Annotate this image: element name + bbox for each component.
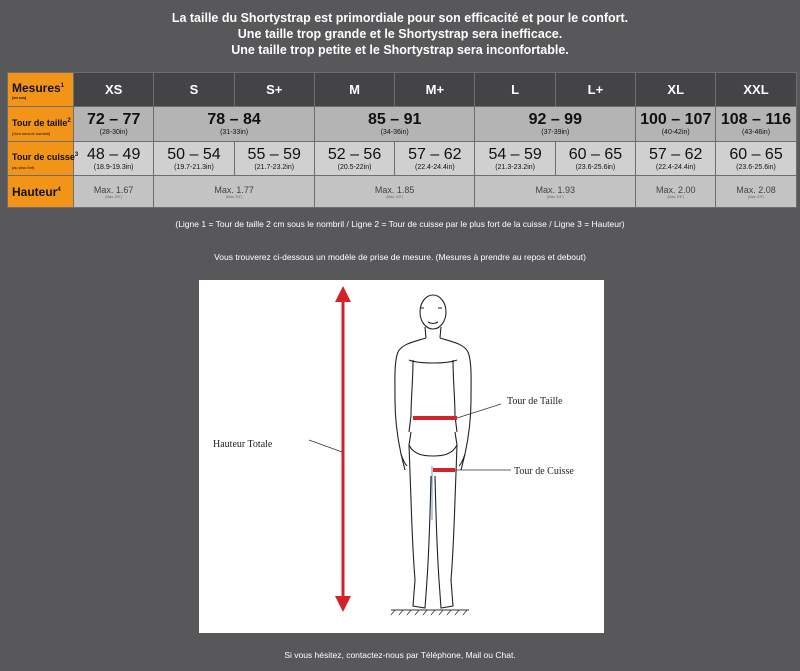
height-cell: Max. 1.67 (Max. 5'6"): [74, 176, 154, 208]
size-header: XL: [636, 73, 716, 107]
height-row: [8, 176, 797, 208]
waist-label: Tour de Taille: [507, 396, 563, 407]
thigh-cell: 55 – 59 (21.7-23.2in): [234, 142, 314, 176]
size-header: M+: [395, 73, 475, 107]
body-outline: [395, 295, 471, 608]
height-arrow: [335, 286, 351, 612]
size-header: L+: [555, 73, 635, 107]
header-label-cell: Mesures$^1$ (en cm): [8, 73, 74, 107]
intro-line-2: Une taille trop grande et le Shortystrap sera inefficace.: [237, 27, 563, 41]
waist-row: [8, 107, 797, 142]
thigh-cell: 48 – 49 (18.9-19.3in): [74, 142, 154, 176]
ground-line: [391, 610, 469, 615]
height-cell: Max. 1.93 (Max. 6'4"): [475, 176, 636, 208]
size-header: M: [314, 73, 394, 107]
size-header-row: [8, 73, 797, 107]
thigh-row: [8, 142, 797, 176]
waist-pointer: [457, 404, 501, 418]
height-cell: Max. 2.08 (Max. 6'9"): [716, 176, 796, 208]
intro-line-3: Une taille trop petite et le Shortystrap sera inconfortable.: [231, 43, 569, 57]
thigh-cell: 57 – 62 (22.4-24.4in): [395, 142, 475, 176]
size-table: [7, 72, 797, 208]
thigh-cell: 52 – 56 (20.5-22in): [314, 142, 394, 176]
model-line: Vous trouverez ci-dessous un modèle de prise de mesure. (Mesures à prendre au repos et debout): [214, 252, 586, 262]
intro-text: [0, 10, 800, 58]
legend-line: (Ligne 1 = Tour de taille 2 cm sous le nombril / Ligne 2 = Tour de cuisse par le plus fort de la cuisse / Ligne 3 = Hauteur): [175, 219, 625, 229]
height-label-cell: Hauteur$^4$: [8, 176, 74, 208]
intro-line-1: La taille du Shortystrap est primordiale pour son efficacité et pour le confort.: [171, 11, 629, 25]
waist-cell: 78 – 84 (31-33in): [154, 107, 315, 142]
height-cell: Max. 1.85 (Max. 6'0"): [314, 176, 475, 208]
measurement-figure: [199, 280, 604, 633]
thigh-cell: 50 – 54 (19.7-21.3in): [154, 142, 234, 176]
size-header: S: [154, 73, 234, 107]
thigh-label: Tour de Cuisse: [514, 466, 574, 477]
size-header: S+: [234, 73, 314, 107]
footer-text: Si vous hésitez, contactez-nous par Téléphone, Mail ou Chat.: [284, 650, 516, 660]
thigh-cell: 60 – 65 (23.6-25.6in): [555, 142, 635, 176]
body-illustration: [199, 280, 604, 633]
height-pointer: [309, 440, 342, 452]
waist-cell: 92 – 99 (37-39in): [475, 107, 636, 142]
height-cell: Max. 2.00 (Max. 6'6"): [636, 176, 716, 208]
waist-cell: 85 – 91 (34-36in): [314, 107, 475, 142]
thigh-cell: 57 – 62 (22.4-24.4in): [636, 142, 716, 176]
thigh-cell: 60 – 65 (23.6-25.6in): [716, 142, 796, 176]
size-header: XXL: [716, 73, 796, 107]
thigh-label-cell: Tour de cuisse$^3$ (au plus fort): [8, 142, 74, 176]
size-header: XS: [74, 73, 154, 107]
height-cell: Max. 1.77 (Max. 5'9"): [154, 176, 315, 208]
waist-cell: 108 – 116 (43-46in): [716, 107, 796, 142]
thigh-cell: 54 – 59 (21.3-23.2in): [475, 142, 555, 176]
waist-label-cell: Tour de taille$^2$ (2cm sous le nombril): [8, 107, 74, 142]
height-label: Hauteur Totale: [213, 439, 273, 450]
waist-cell: 72 – 77 (28-30in): [74, 107, 154, 142]
waist-cell: 100 – 107 (40-42in): [636, 107, 716, 142]
size-header: L: [475, 73, 555, 107]
